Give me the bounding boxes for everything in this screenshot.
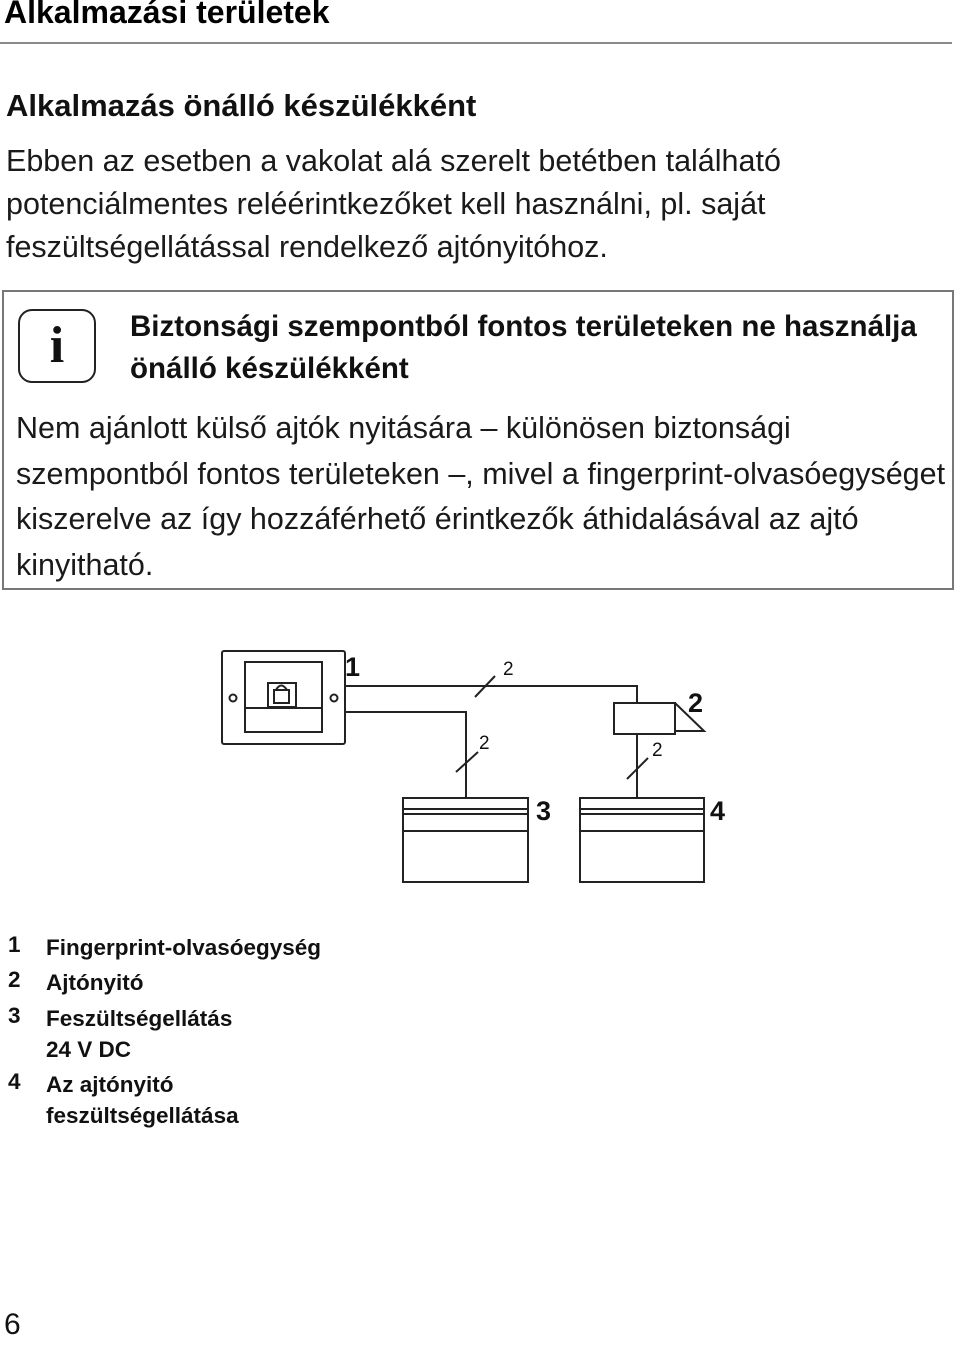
legend-item	[8, 1069, 428, 1135]
power-supply-2	[580, 798, 704, 882]
legend-number: 3	[8, 1003, 21, 1028]
legend-item	[8, 1003, 428, 1069]
page-number: 6	[4, 1308, 21, 1341]
info-icon: i	[18, 309, 96, 383]
legend-number: 1	[8, 932, 21, 957]
callout-reader: 1	[345, 652, 361, 682]
legend-number: 4	[8, 1069, 21, 1094]
reader-outer-frame	[222, 651, 345, 744]
wire-count-reader-psu: 2	[479, 733, 490, 754]
page-title: Alkalmazási területek	[4, 0, 330, 30]
wiring-diagram	[0, 600, 960, 900]
title-rule	[0, 42, 952, 44]
wire-reader-psu	[345, 712, 466, 798]
reader-screw-left	[230, 695, 237, 702]
warning-body: Nem ajánlott külső ajtók nyitására – különösen biztonsági szempontból fontos területeken –, mivel a fingerprint-olvasóegységet kiszerelve az így hozzáférhető érintkezők áthidalásával az ajtó kinyitható.	[16, 411, 946, 582]
section-heading: Alkalmazás önálló készülékként	[6, 88, 477, 123]
legend-item	[8, 932, 428, 967]
legend-item	[8, 967, 428, 1003]
legend-text: Az ajtónyitó feszültségellátása	[46, 1072, 239, 1128]
legend-text: Fingerprint-olvasóegység	[46, 935, 322, 960]
intro-paragraph: Ebben az esetben a vakolat alá szerelt betétben található potenciálmentes reléérintkezőket kell használni, pl. saját feszültségellátással rendelkező ajtónyitóhoz.	[6, 144, 781, 264]
power-supply-1	[403, 798, 528, 882]
legend-text: Feszültségellátás 24 V DC	[46, 1006, 233, 1062]
legend-text: Ajtónyitó	[46, 970, 144, 995]
wire-count-top: 2	[503, 659, 514, 680]
door-opener-body	[614, 703, 675, 734]
callout-opener-psu: 4	[710, 796, 726, 826]
reader-inner-frame	[245, 662, 322, 732]
legend	[8, 932, 428, 1135]
reader-screw-right	[331, 695, 338, 702]
callout-door-opener: 2	[688, 688, 704, 718]
callout-psu: 3	[536, 796, 552, 826]
warning-title: Biztonsági szempontból fontos területeken ne használja önálló készülékként	[130, 310, 917, 385]
wire-count-opener-psu: 2	[652, 740, 663, 761]
legend-number: 2	[8, 967, 21, 992]
wire-reader-opener	[345, 686, 637, 703]
info-box	[2, 290, 954, 590]
